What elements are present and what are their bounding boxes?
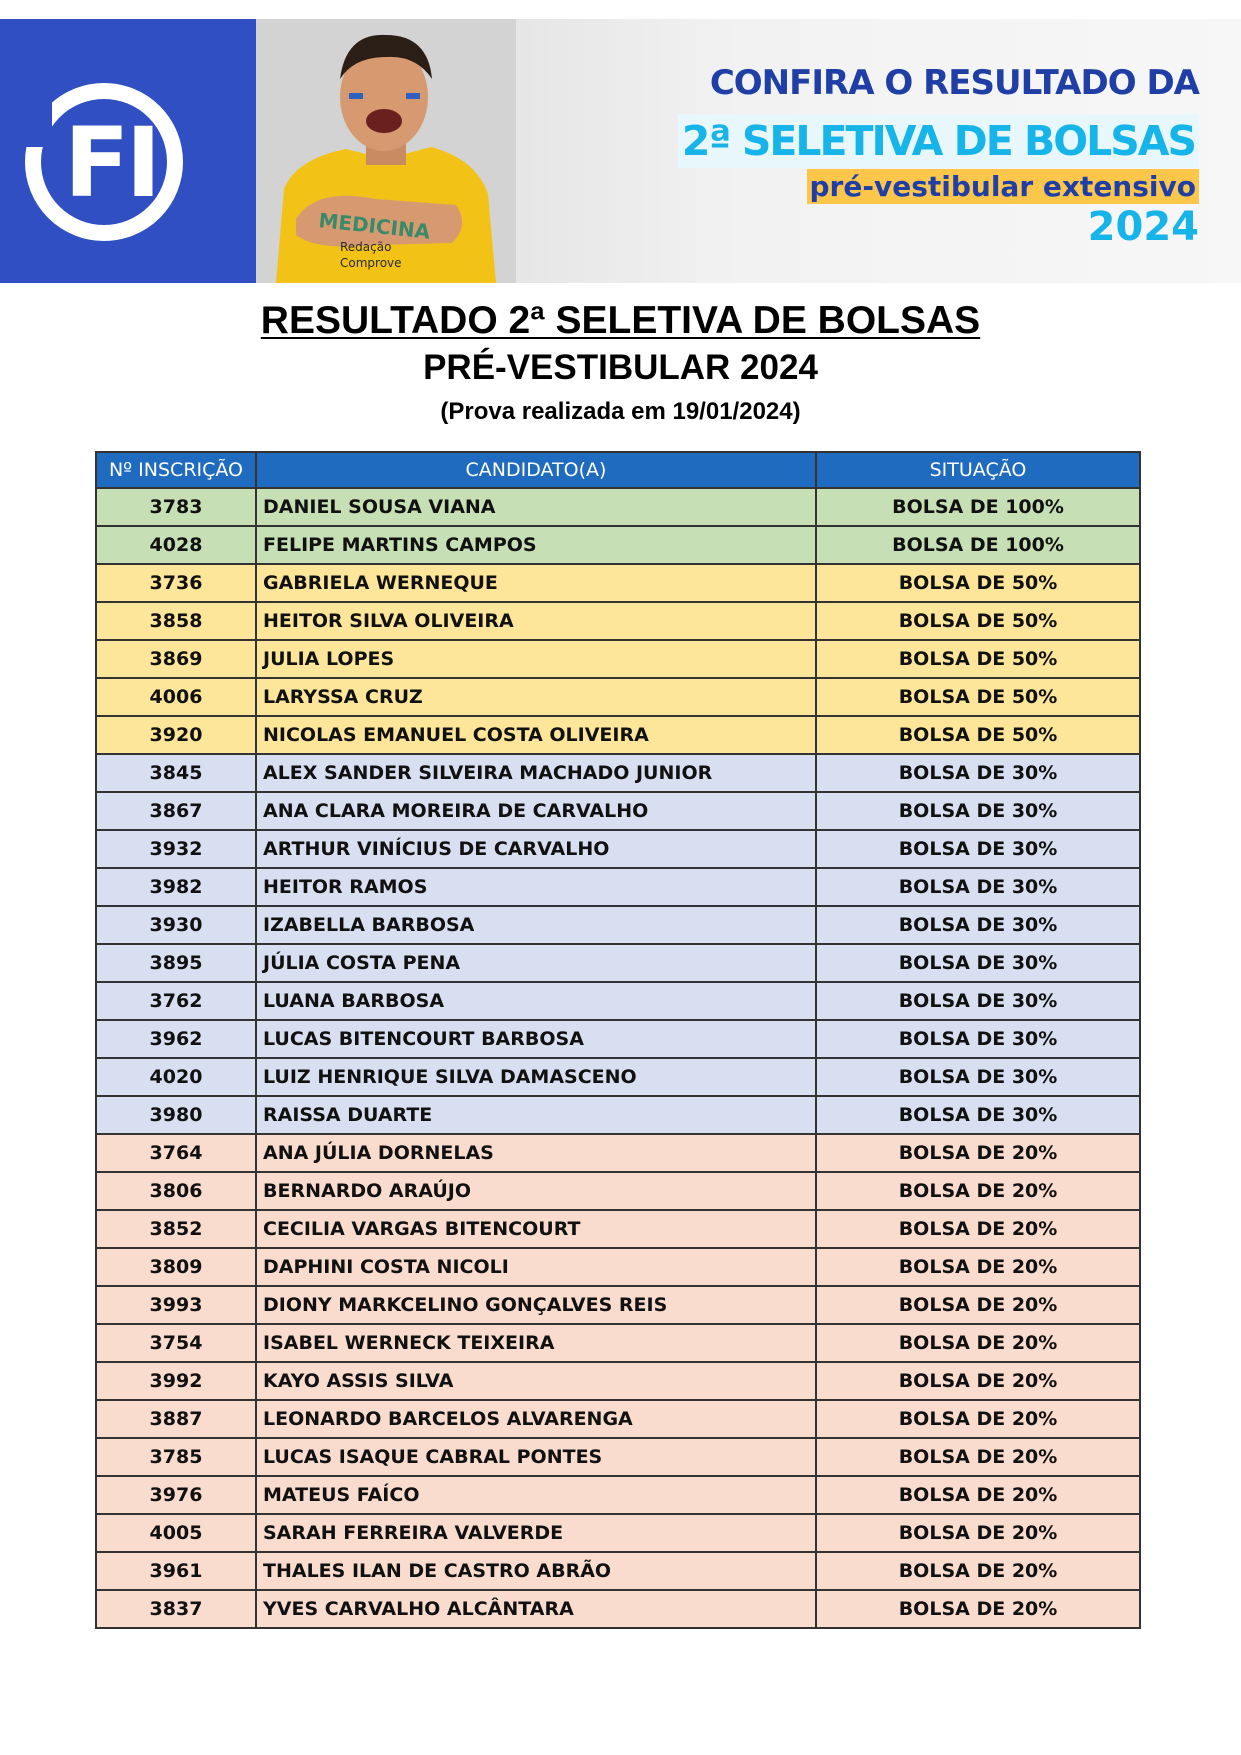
- student-photo: [256, 19, 516, 283]
- banner-headline-3: pré-vestibular extensivo: [807, 169, 1200, 204]
- cell-inscricao: 3932: [96, 830, 256, 868]
- table-row: [96, 1020, 1140, 1058]
- cell-situacao: BOLSA DE 20%: [816, 1400, 1140, 1438]
- table-row: [96, 678, 1140, 716]
- shirt-word-medicina: MEDICINA: [317, 208, 432, 244]
- cell-candidato: JÚLIA COSTA PENA: [256, 944, 816, 982]
- cell-inscricao: 3980: [96, 1096, 256, 1134]
- table-row: [96, 1590, 1140, 1628]
- table-row: [96, 1476, 1140, 1514]
- cell-candidato: ISABEL WERNECK TEIXEIRA: [256, 1324, 816, 1362]
- shirt-word-redacao: Redação: [340, 240, 392, 254]
- cell-inscricao: 3764: [96, 1134, 256, 1172]
- cell-inscricao: 4028: [96, 526, 256, 564]
- cell-candidato: THALES ILAN DE CASTRO ABRÃO: [256, 1552, 816, 1590]
- table-row: [96, 1324, 1140, 1362]
- cell-situacao: BOLSA DE 50%: [816, 716, 1140, 754]
- table-row: [96, 1248, 1140, 1286]
- banner-headline-1: CONFIRA O RESULTADO DA: [709, 63, 1199, 103]
- cell-candidato: RAISSA DUARTE: [256, 1096, 816, 1134]
- cell-candidato: ANA JÚLIA DORNELAS: [256, 1134, 816, 1172]
- cell-inscricao: 3930: [96, 906, 256, 944]
- table-row: [96, 716, 1140, 754]
- table-row: [96, 1400, 1140, 1438]
- table-row: [96, 488, 1140, 526]
- header-row: [96, 452, 1140, 488]
- table-row: [96, 944, 1140, 982]
- banner-headline-year: 2024: [1087, 204, 1199, 250]
- cell-inscricao: 3962: [96, 1020, 256, 1058]
- cell-situacao: BOLSA DE 20%: [816, 1514, 1140, 1552]
- cell-inscricao: 3809: [96, 1248, 256, 1286]
- cell-situacao: BOLSA DE 50%: [816, 602, 1140, 640]
- table-row: [96, 526, 1140, 564]
- brand-logo-panel: [0, 19, 268, 283]
- table-row: [96, 754, 1140, 792]
- cell-situacao: BOLSA DE 20%: [816, 1476, 1140, 1514]
- cell-inscricao: 3887: [96, 1400, 256, 1438]
- cell-situacao: BOLSA DE 20%: [816, 1324, 1140, 1362]
- cell-candidato: SARAH FERREIRA VALVERDE: [256, 1514, 816, 1552]
- cell-inscricao: 4005: [96, 1514, 256, 1552]
- cell-candidato: YVES CARVALHO ALCÂNTARA: [256, 1590, 816, 1628]
- table-row: [96, 1210, 1140, 1248]
- cell-inscricao: 3993: [96, 1286, 256, 1324]
- table-row: [96, 1172, 1140, 1210]
- cell-situacao: BOLSA DE 100%: [816, 526, 1140, 564]
- cell-situacao: BOLSA DE 30%: [816, 792, 1140, 830]
- cell-candidato: ARTHUR VINÍCIUS DE CARVALHO: [256, 830, 816, 868]
- table-row: [96, 564, 1140, 602]
- cell-candidato: DAPHINI COSTA NICOLI: [256, 1248, 816, 1286]
- table-row: [96, 1552, 1140, 1590]
- results-table-header: [96, 452, 1140, 488]
- cell-candidato: HEITOR RAMOS: [256, 868, 816, 906]
- header-banner: [0, 19, 1241, 283]
- cell-inscricao: 3869: [96, 640, 256, 678]
- cell-situacao: BOLSA DE 30%: [816, 868, 1140, 906]
- cell-inscricao: 3895: [96, 944, 256, 982]
- cell-candidato: DIONY MARKCELINO GONÇALVES REIS: [256, 1286, 816, 1324]
- cell-situacao: BOLSA DE 30%: [816, 830, 1140, 868]
- cell-candidato: ALEX SANDER SILVEIRA MACHADO JUNIOR: [256, 754, 816, 792]
- cell-inscricao: 3961: [96, 1552, 256, 1590]
- table-row: [96, 1058, 1140, 1096]
- cell-candidato: KAYO ASSIS SILVA: [256, 1362, 816, 1400]
- page-title: [0, 299, 1241, 343]
- table-row: [96, 830, 1140, 868]
- cell-candidato: LUIZ HENRIQUE SILVA DAMASCENO: [256, 1058, 816, 1096]
- cell-situacao: BOLSA DE 20%: [816, 1362, 1140, 1400]
- table-row: [96, 1362, 1140, 1400]
- cell-inscricao: 3852: [96, 1210, 256, 1248]
- cell-situacao: BOLSA DE 20%: [816, 1590, 1140, 1628]
- cell-inscricao: 3837: [96, 1590, 256, 1628]
- cell-candidato: ANA CLARA MOREIRA DE CARVALHO: [256, 792, 816, 830]
- cell-candidato: CECILIA VARGAS BITENCOURT: [256, 1210, 816, 1248]
- cell-inscricao: 3762: [96, 982, 256, 1020]
- logo-ring-gap: [18, 97, 52, 147]
- cell-inscricao: 3867: [96, 792, 256, 830]
- cell-situacao: BOLSA DE 30%: [816, 754, 1140, 792]
- cell-candidato: FELIPE MARTINS CAMPOS: [256, 526, 816, 564]
- cell-candidato: LUCAS BITENCOURT BARBOSA: [256, 1020, 816, 1058]
- cell-situacao: BOLSA DE 20%: [816, 1438, 1140, 1476]
- cell-inscricao: 4006: [96, 678, 256, 716]
- page-title-text: RESULTADO 2ª SELETIVA DE BOLSAS: [260, 299, 981, 342]
- cell-candidato: JULIA LOPES: [256, 640, 816, 678]
- cell-situacao: BOLSA DE 30%: [816, 944, 1140, 982]
- cell-inscricao: 3736: [96, 564, 256, 602]
- cell-inscricao: 3982: [96, 868, 256, 906]
- cell-candidato: DANIEL SOUSA VIANA: [256, 488, 816, 526]
- cell-situacao: BOLSA DE 30%: [816, 1020, 1140, 1058]
- cell-inscricao: 3806: [96, 1172, 256, 1210]
- cell-candidato: BERNARDO ARAÚJO: [256, 1172, 816, 1210]
- cell-situacao: BOLSA DE 20%: [816, 1552, 1140, 1590]
- cell-situacao: BOLSA DE 30%: [816, 1096, 1140, 1134]
- cell-candidato: LARYSSA CRUZ: [256, 678, 816, 716]
- cell-situacao: BOLSA DE 50%: [816, 678, 1140, 716]
- cell-candidato: HEITOR SILVA OLIVEIRA: [256, 602, 816, 640]
- table-row: [96, 1096, 1140, 1134]
- cell-situacao: BOLSA DE 30%: [816, 1058, 1140, 1096]
- cell-inscricao: 4020: [96, 1058, 256, 1096]
- table-row: [96, 640, 1140, 678]
- table-row: [96, 906, 1140, 944]
- cell-inscricao: 3754: [96, 1324, 256, 1362]
- cell-inscricao: 3783: [96, 488, 256, 526]
- cell-situacao: BOLSA DE 50%: [816, 564, 1140, 602]
- cell-candidato: MATEUS FAÍCO: [256, 1476, 816, 1514]
- brand-logo-text: FI: [64, 107, 158, 219]
- cell-situacao: BOLSA DE 50%: [816, 640, 1140, 678]
- cell-inscricao: 3920: [96, 716, 256, 754]
- column-header-inscricao: Nº INSCRIÇÃO: [96, 452, 256, 488]
- table-row: [96, 1286, 1140, 1324]
- table-row: [96, 982, 1140, 1020]
- cell-candidato: GABRIELA WERNEQUE: [256, 564, 816, 602]
- table-row: [96, 1438, 1140, 1476]
- cell-candidato: LUCAS ISAQUE CABRAL PONTES: [256, 1438, 816, 1476]
- cell-situacao: BOLSA DE 30%: [816, 982, 1140, 1020]
- cell-situacao: BOLSA DE 20%: [816, 1286, 1140, 1324]
- cell-candidato: LEONARDO BARCELOS ALVARENGA: [256, 1400, 816, 1438]
- cell-situacao: BOLSA DE 20%: [816, 1248, 1140, 1286]
- shirt-word-comprove: Comprove: [340, 256, 402, 270]
- cell-situacao: BOLSA DE 20%: [816, 1134, 1140, 1172]
- cell-inscricao: 3858: [96, 602, 256, 640]
- cell-candidato: IZABELLA BARBOSA: [256, 906, 816, 944]
- table-row: [96, 868, 1140, 906]
- table-row: [96, 792, 1140, 830]
- cell-situacao: BOLSA DE 20%: [816, 1172, 1140, 1210]
- cell-candidato: NICOLAS EMANUEL COSTA OLIVEIRA: [256, 716, 816, 754]
- results-table: [95, 451, 1141, 1629]
- exam-date-note: (Prova realizada em 19/01/2024): [440, 398, 801, 425]
- table-row: [96, 1514, 1140, 1552]
- banner-headline-2: 2ª SELETIVA DE BOLSAS: [678, 114, 1199, 168]
- cell-inscricao: 3845: [96, 754, 256, 792]
- cell-situacao: BOLSA DE 20%: [816, 1210, 1140, 1248]
- table-row: [96, 1134, 1140, 1172]
- cell-situacao: BOLSA DE 30%: [816, 906, 1140, 944]
- cell-candidato: LUANA BARBOSA: [256, 982, 816, 1020]
- cell-inscricao: 3992: [96, 1362, 256, 1400]
- results-table-body: [96, 488, 1140, 1628]
- column-header-candidato: CANDIDATO(A): [256, 452, 816, 488]
- page-subtitle: PRÉ-VESTIBULAR 2024: [423, 348, 818, 387]
- cell-inscricao: 3976: [96, 1476, 256, 1514]
- cell-inscricao: 3785: [96, 1438, 256, 1476]
- column-header-situacao: SITUAÇÃO: [816, 452, 1140, 488]
- table-row: [96, 602, 1140, 640]
- cell-situacao: BOLSA DE 100%: [816, 488, 1140, 526]
